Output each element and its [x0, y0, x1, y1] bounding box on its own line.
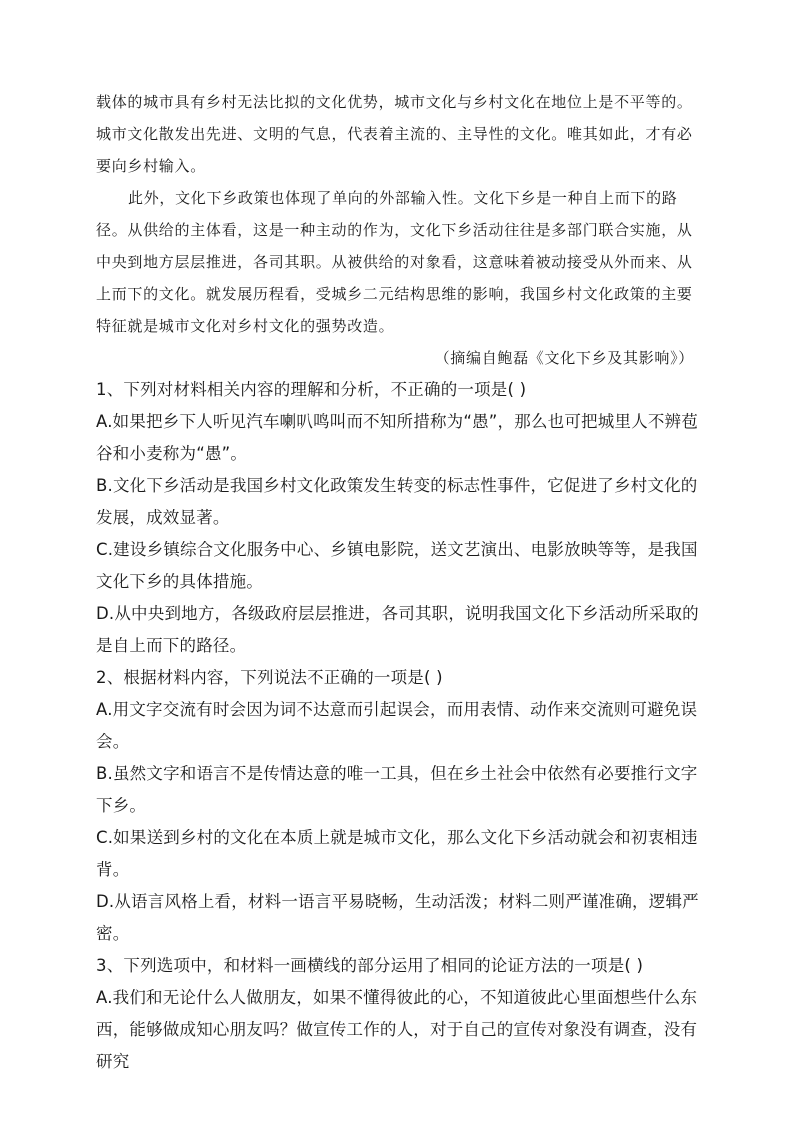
passage — [96, 86, 702, 374]
question-3-option-a: A.我们和无论什么人做朋友，如果不懂得彼此的心，不知道彼此心里面想些什么东西，能够做成知心朋友吗？做宣传工作的人，对于自己的宣传对象没有调查，没有研究 — [96, 988, 698, 1071]
question-2-option-d: D.从语言风格上看，材料一语言平易晓畅，生动活泼；材料二则严谨准确，逻辑严密。 — [96, 892, 699, 943]
question-1-option-b: B.文化下乡活动是我国乡村文化政策发生转变的标志性事件，它促进了乡村文化的发展，成效显著。 — [96, 476, 698, 527]
question-2-title: 2、根据材料内容，下列说法不正确的一项是( ) — [96, 668, 443, 687]
question-1-option-d: D.从中央到地方，各级政府层层推进，各司其职，说明我国文化下乡活动所采取的是自上而下的路径。 — [96, 604, 699, 655]
question-1-title: 1、下列对材料相关内容的理解和分析，不正确的一项是( ) — [96, 380, 527, 399]
question-1-option-a: A.如果把乡下人听见汽车喇叭鸣叫而不知所措称为“愚”，那么也可把城里人不辨苞谷和小麦称为“愚”。 — [96, 412, 698, 463]
question-2-option-b: B.虽然文字和语言不是传情达意的唯一工具，但在乡土社会中依然有必要推行文字下乡。 — [96, 764, 698, 815]
question-2-option-a: A.用文字交流有时会因为词不达意而引起误会，而用表情、动作来交流则可避免误会。 — [96, 700, 698, 751]
passage-paragraph-2: 此外，文化下乡政策也体现了单向的外部输入性。文化下乡是一种自上而下的路径。从供给的主体看，这是一种主动的作为，文化下乡活动往往是多部门联合实施，从中央到地方层层推进，各司其职。从被供给的对象看，这意味着被动接受从外而来、从上而下的文化。就发展历程看，受城乡二元结构思维的影响，我国乡村文化政策的主要特征就是城市文化对乡村文化的强势改造。 — [96, 189, 693, 335]
question-3-title: 3、下列选项中，和材料一画横线的部分运用了相同的论证方法的一项是( ) — [96, 956, 644, 975]
question-2-option-c: C.如果送到乡村的文化在本质上就是城市文化，那么文化下乡活动就会和初衷相违背。 — [96, 828, 698, 879]
passage-source: （摘编自鲍磊《文化下乡及其影响》） — [434, 349, 694, 367]
passage-paragraph-1: 载体的城市具有乡村无法比拟的文化优势，城市文化与乡村文化在地位上是不平等的。城市文化散发出先进、文明的气息，代表着主流的、主导性的文化。唯其如此，才有必要向乡村输入。 — [96, 93, 693, 175]
question-3 — [96, 950, 702, 1078]
document-page — [96, 86, 702, 1078]
question-1 — [96, 374, 702, 662]
question-1-option-c: C.建设乡镇综合文化服务中心、乡镇电影院，送文艺演出、电影放映等等，是我国文化下乡的具体措施。 — [96, 540, 698, 591]
question-2 — [96, 662, 702, 950]
